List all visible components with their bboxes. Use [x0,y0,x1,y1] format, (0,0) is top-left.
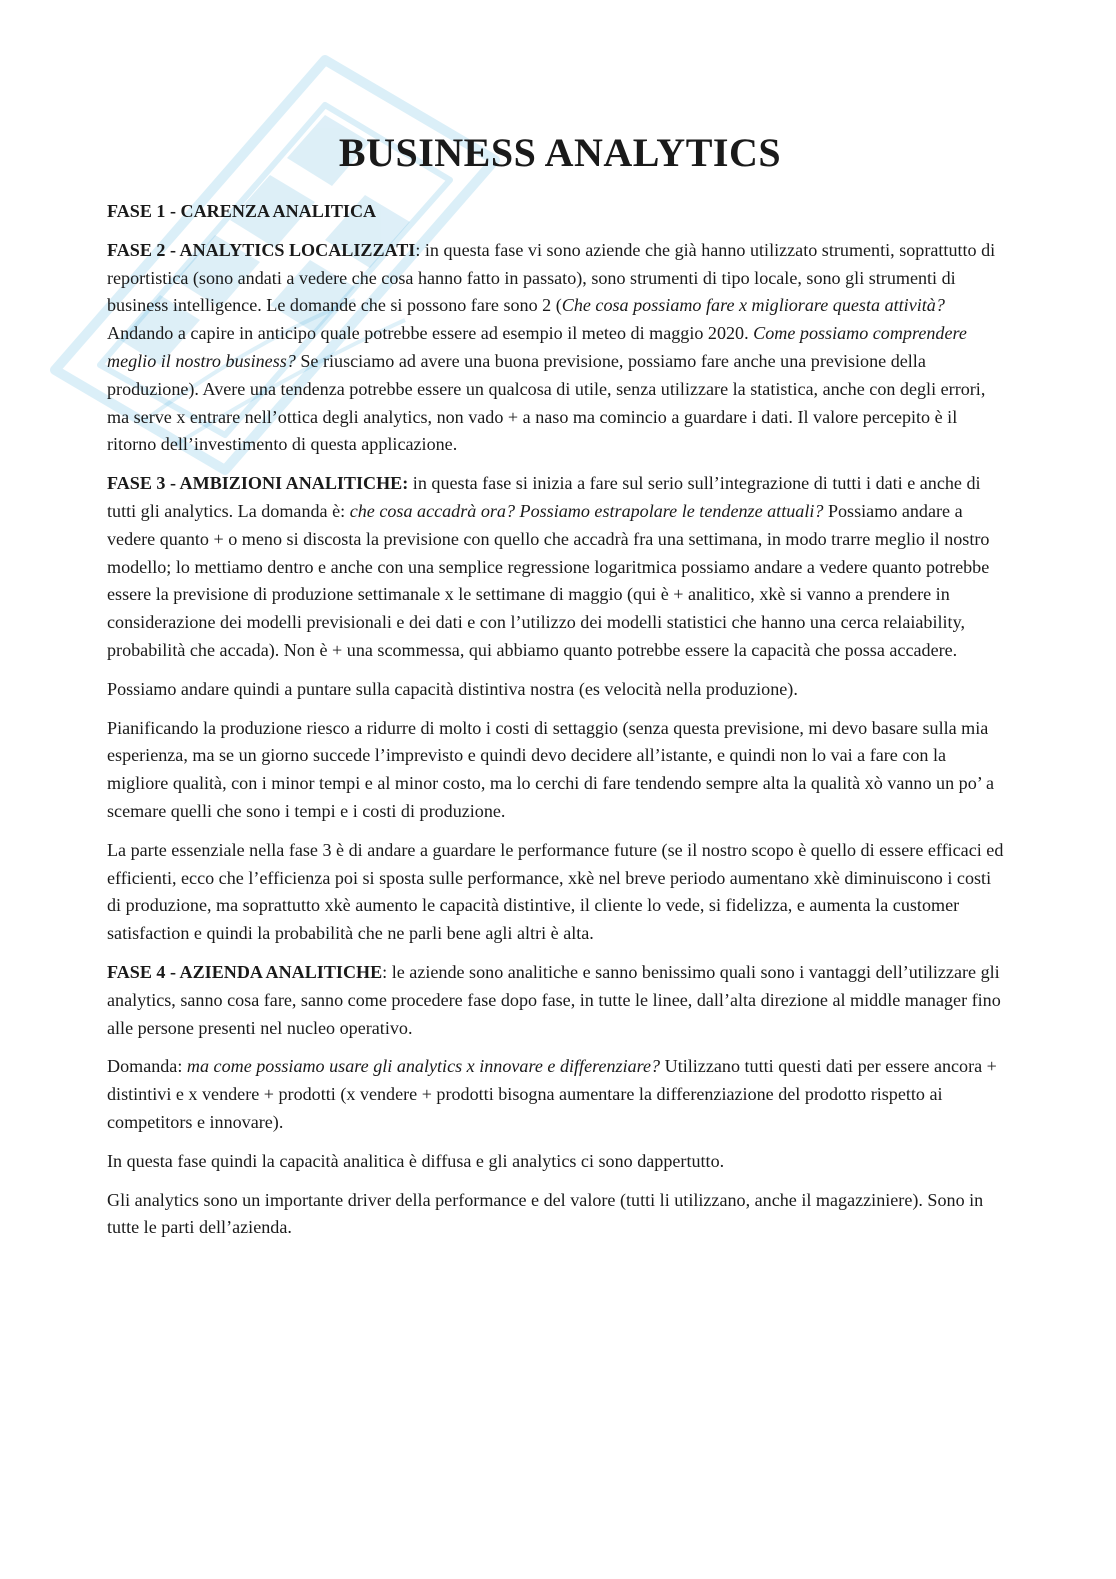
fase4-paragraph [107,959,1007,1042]
fase1-title: FASE 1 - CARENZA ANALITICA [107,201,377,221]
fase4-title: FASE 4 - AZIENDA ANALITICHE [107,961,383,982]
fase3-paragraph-4: La parte essenziale nella fase 3 è di andare a guardare le performance future (se il nostro scopo è quello di essere efficaci ed efficienti, ecco che l’efficienza poi si sposta sulle performance, xkè nel breve periodo aumentano xkè diminuiscono i costi di produzione, ma soprattutto xkè aumento le capacità distintive, il cliente lo vede, si fidelizza, e aumenta la customer satisfaction e quindi la probabilità che ne parli bene agli altri è alta. [107,839,1004,944]
fase3-paragraph-3: Pianificando la produzione riesco a ridurre di molto i costi di settaggio (senza questa previsione, mi devo basare sulla mia esperienza, ma se un giorno succede l’imprevisto e quindi devo decidere all’istante, e quindi non lo vai a fare con la migliore qualità, con i minor tempi e al minor costo, ma lo cerchi di fare tendendo sempre alta la qualità xò vanno un po’ a scemare quelli che sono i tempi e i costi di produzione. [107,717,994,821]
fase3-paragraph [107,470,1007,665]
fase2-question-1: Che cosa possiamo fare x migliorare questa attività? [561,295,945,316]
fase2-title: FASE 2 - ANALYTICS LOCALIZZATI [107,239,416,260]
document-body [107,130,1007,1253]
fase2-paragraph [107,237,1007,459]
fase1-paragraph [107,198,1007,226]
fase4-paragraph-3: In questa fase quindi la capacità analitica è diffusa e gli analytics ci sono dappertutto. [107,1150,725,1171]
fase3-text-a: in questa fase si inizia a fare sul serio sull’integrazione di tutti i dati e anche di tutti gli analytics. La domanda è: [107,473,981,521]
fase2-text-a: : in questa fase vi sono aziende che già hanno utilizzato strumenti, soprattutto di reportistica (sono andati a vedere che cosa hanno fatto in passato), sono strumenti di tipo locale, sono gli strumenti di business intelligence. Le domande che si possono fare sono 2 ( [107,239,996,316]
fase4-text-b: Utilizzano tutti questi dati per essere ancora + distintivi e x vendere + prodotti (x vendere + prodotti bisogna aumentare la differenziazione del prodotto rispetto ai competitors e innovare). [107,1056,997,1132]
fase3-paragraph-2: Possiamo andare quindi a puntare sulla capacità distintiva nostra (es velocità nella produzione). [107,678,798,699]
document-title: BUSINESS ANALYTICS [338,130,782,175]
fase4-question-label: Domanda: [107,1056,187,1077]
fase2-text-b: Andando a capire in anticipo quale potrebbe essere ad esempio il meteo di maggio 2020. [107,323,754,344]
fase4-paragraph-2 [107,1053,1007,1136]
fase2-text-c: Se riusciamo ad avere una buona previsione, possiamo fare anche una previsione della produzione). Avere una tendenza potrebbe essere un qualcosa di utile, senza utilizzare la statistica, anche con degli errori, ma serve x entrare nell’ottica degli analytics, non vado + a naso ma comincio a guardare i dati. Il valore percepito è il ritorno dell’investimento di questa applicazione. [107,350,986,455]
fase3-title: FASE 3 - AMBIZIONI ANALITICHE: [107,473,409,494]
fase3-question: che cosa accadrà ora? Possiamo estrapolare le tendenze attuali? [349,500,824,521]
fase3-text-b: Possiamo andare a vedere quanto + o meno si discosta la previsione con quello che accadrà fra una settimana, in modo trarre meglio il nostro modello; lo mettiamo dentro e anche con una semplice regressione logaritmica possiamo andare a vedere quanto potrebbe essere la previsione di produzione settimanale x le settimane di maggio (qui è + analitico, xkè si vanno a prendere in considerazione dei modelli previsionali e dei dati e con l’utilizzo dei modelli statistici che hanno una cerca relaiability, probabilità che accada). Non è + una scommessa, qui abbiamo quanto potrebbe essere la capacità che possa accadere. [107,500,990,660]
fase4-paragraph-4: Gli analytics sono un importante driver della performance e del valore (tutti li utilizzano, anche il magazziniere). Sono in tutte le parti dell’azienda. [107,1189,984,1238]
fase2-question-2: Come possiamo comprendere meglio il nostro business? [107,323,967,371]
fase4-text-a: : le aziende sono analitiche e sanno benissimo quali sono i vantaggi dell’utilizzare gli analytics, sanno cosa fare, sanno come procedere fase dopo fase, in tutte le linee, dall’alta direzione al middle manager fino alle persone presenti nel nucleo operativo. [107,961,1001,1038]
fase4-question: ma come possiamo usare gli analytics x innovare e differenziare? [186,1056,661,1077]
